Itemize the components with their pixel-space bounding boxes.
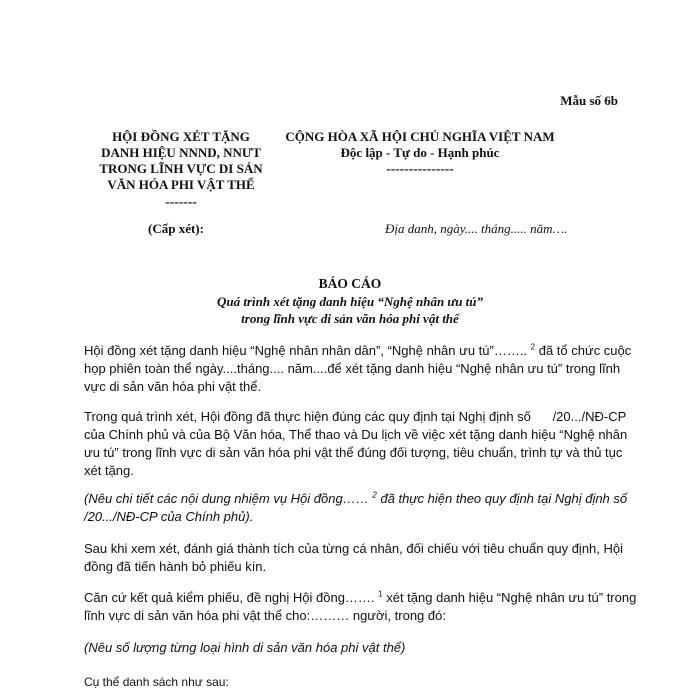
council-header-line: TRONG LĨNH VỰC DI SẢN — [99, 161, 263, 176]
text-line: ưu tú” trong lĩnh vực di sản văn hóa phi vật thể đúng đối tượng, tiêu chuẩn, trình tự và thủ tục — [84, 445, 623, 460]
council-header-line: DANH HIỆU NNND, NNƯT — [101, 145, 261, 160]
text-line: đồng đã tiến hành bỏ phiếu kín. — [84, 559, 267, 574]
country-name: CỘNG HÒA XÃ HỘI CHỦ NGHĨA VIỆT NAM — [285, 129, 555, 144]
text-line: của Chính phủ và của Bộ Văn hóa, Thể thao và Du lịch về việc xét tặng danh hiệu “Nghệ nhân — [84, 427, 628, 442]
text-line: Hội đồng xét tặng danh hiệu “Nghệ nhân nhân dân”, “Nghệ nhân ưu tú”…….. $^2$ đã tổ chức cuộc — [84, 342, 632, 358]
text-line: Căn cứ kết quả kiểm phiếu, đề nghị Hội đồng……. $^1$ xét tặng danh hiệu “Nghệ nhân ưu tú” trong — [84, 589, 637, 605]
text-line: vực di sản văn hóa phi vật thể. — [84, 379, 262, 394]
footnote-ref: 2 — [530, 342, 536, 352]
form-number: Mẫu số 6b — [560, 93, 618, 108]
text-line: Sau khi xem xét, đánh giá thành tích của từng cá nhân, đối chiếu với tiêu chuẩn quy định, Hội — [84, 541, 624, 556]
text-line: Trong quá trình xét, Hội đồng đã thực hiện đúng các quy định tại Nghị định số /20.../NĐ-CP — [84, 409, 627, 424]
council-header — [86, 129, 276, 193]
council-header-line: HỘI ĐỒNG XÉT TẶNG — [112, 129, 250, 144]
paragraph-voting — [84, 540, 624, 576]
report-subtitle-line-2: trong lĩnh vực di sản văn hóa phi vật thể — [241, 311, 459, 326]
text-line: họp phiên toàn thể ngày....tháng.... năm....để xét tặng danh hiệu “Nghệ nhân ưu tú” trong lĩnh — [84, 361, 621, 376]
council-divider: ------- — [165, 194, 197, 209]
text-line: lĩnh vực di sản văn hóa phi vật thể cho:……… người, trong đó: — [84, 608, 446, 623]
footnote-ref: 1 — [378, 589, 383, 599]
paragraph-meeting — [84, 342, 632, 396]
council-header-line: VĂN HÓA PHI VẬT THỂ — [107, 177, 255, 192]
text-line: /20.../NĐ-CP của Chính phủ). — [84, 509, 254, 524]
paragraph-proposal — [84, 589, 637, 625]
paragraph-process — [84, 408, 628, 480]
report-subtitle: Quá trình xét tặng danh hiệu “Nghệ nhân ưu tú” — [216, 294, 484, 309]
text-line: (Nêu chi tiết các nội dung nhiệm vụ Hội đồng…… $^2$ đã thực hiện theo quy định tại Nghị định số — [84, 490, 628, 506]
footnote-ref: 2 — [372, 490, 377, 500]
paragraph-heritage-note: (Nêu số lượng từng loại hình di sản văn hóa phi vật thể) — [84, 640, 406, 655]
national-motto: Độc lập - Tự do - Hạnh phúc — [340, 145, 500, 160]
report-title: BÁO CÁO — [318, 276, 382, 291]
motto-divider: --------------- — [386, 161, 454, 176]
place-date: Địa danh, ngày.... tháng..... năm…. — [385, 221, 568, 236]
paragraph-list-intro: Cụ thể danh sách như sau: — [84, 675, 229, 689]
text-line: xét tặng. — [84, 463, 134, 478]
paragraph-details-note — [84, 490, 628, 526]
level-label: (Cấp xét): — [148, 221, 204, 236]
